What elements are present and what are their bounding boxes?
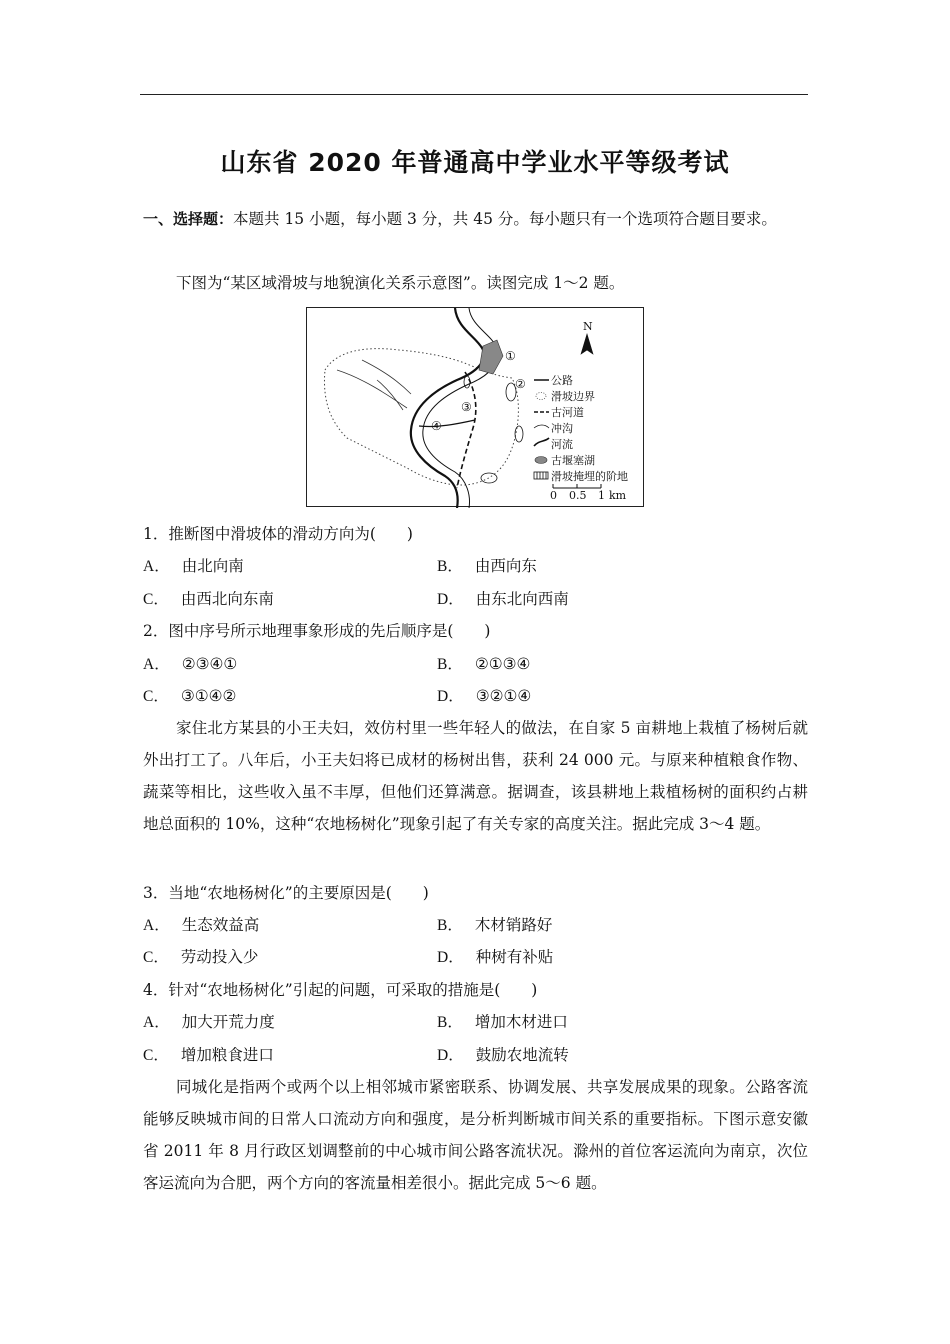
legend-gully: 冲沟 bbox=[551, 422, 573, 435]
scale-unit: km bbox=[609, 489, 627, 502]
landslide-map-svg bbox=[307, 308, 645, 508]
question-3-option-b bbox=[437, 909, 552, 942]
option-text: ③①④② bbox=[180, 687, 237, 705]
gully-3 bbox=[377, 380, 403, 410]
question-3-option-c bbox=[143, 941, 258, 974]
option-text: 鼓励农地流转 bbox=[475, 1046, 569, 1064]
option-letter: A． bbox=[143, 558, 170, 575]
option-letter: C． bbox=[143, 949, 169, 966]
option-text: 木材销路好 bbox=[474, 916, 553, 934]
question-4-option-c bbox=[143, 1039, 274, 1072]
legend-gully-symbol bbox=[534, 425, 549, 428]
header-rule bbox=[140, 94, 808, 95]
legend-lake: 古堰塞湖 bbox=[551, 454, 595, 467]
option-text: ②③④① bbox=[181, 655, 238, 673]
option-letter: D． bbox=[437, 688, 464, 705]
question-2-option-c bbox=[143, 680, 236, 713]
road bbox=[419, 420, 475, 427]
option-text: ②①③④ bbox=[474, 655, 531, 673]
section-instructions bbox=[143, 203, 808, 235]
question-3-option-a bbox=[143, 909, 259, 942]
option-text: 增加木材进口 bbox=[474, 1013, 568, 1031]
option-letter: D． bbox=[437, 591, 464, 608]
question-4-option-a bbox=[143, 1006, 275, 1039]
option-text: 劳动投入少 bbox=[180, 948, 259, 966]
option-letter: C． bbox=[143, 688, 169, 705]
option-letter: D． bbox=[437, 1047, 464, 1064]
option-text: 增加粮食进口 bbox=[180, 1046, 274, 1064]
question-1-option-a bbox=[143, 550, 244, 583]
question-2-stem: 2．图中序号所示地理事象形成的先后顺序是( ) bbox=[143, 622, 491, 640]
option-text: ③②①④ bbox=[475, 687, 532, 705]
map-intro: 下图为“某区域滑坡与地貌演化关系示意图”。读图完成 1～2 题。 bbox=[176, 274, 625, 292]
legend-terrace: 滑坡掩埋的阶地 bbox=[551, 470, 628, 483]
question-1-option-d bbox=[437, 583, 569, 616]
option-letter: A． bbox=[143, 917, 170, 934]
option-letter: B． bbox=[437, 558, 463, 575]
question-4-option-d bbox=[437, 1039, 569, 1072]
option-text: 生态效益高 bbox=[181, 916, 260, 934]
option-letter: A． bbox=[143, 1014, 170, 1031]
gully-1 bbox=[337, 370, 407, 408]
section-instructions-text: 本题共 15 小题，每小题 3 分，共 45 分。每小题只有一个选项符合题目要求。 bbox=[233, 210, 777, 228]
map-label-4: ④ bbox=[431, 419, 442, 433]
option-letter: B． bbox=[437, 1014, 463, 1031]
legend-lake-symbol bbox=[535, 457, 547, 464]
option-text: 加大开荒力度 bbox=[181, 1013, 275, 1031]
option-text: 由北向南 bbox=[181, 557, 244, 575]
map-label-3: ③ bbox=[461, 400, 472, 414]
map-label-2: ② bbox=[515, 377, 526, 391]
section-heading: 一、选择题： bbox=[143, 210, 234, 228]
landslide-map-figure bbox=[306, 307, 644, 507]
scale-label-0: 0 bbox=[550, 489, 557, 502]
option-text: 种树有补贴 bbox=[475, 948, 554, 966]
option-letter: D． bbox=[437, 949, 464, 966]
north-arrow-icon bbox=[581, 334, 593, 354]
question-1-option-b bbox=[437, 550, 537, 583]
river bbox=[411, 308, 484, 508]
legend-river-symbol bbox=[534, 438, 549, 446]
ancient-barrier-lake bbox=[479, 340, 503, 374]
ancient-river-channel bbox=[457, 372, 476, 488]
option-letter: B． bbox=[437, 656, 463, 673]
exam-title: 山东省 2020 年普通高中学业水平等级考试 bbox=[220, 148, 730, 177]
legend-road: 公路 bbox=[551, 374, 573, 387]
map-label-1: ① bbox=[505, 349, 516, 363]
question-2-option-d bbox=[437, 680, 531, 713]
option-text: 由东北向西南 bbox=[475, 590, 569, 608]
legend-boundary: 滑坡边界 bbox=[551, 390, 595, 403]
question-3-stem: 3．当地“农地杨树化”的主要原因是( ) bbox=[143, 884, 429, 902]
buried-terrace-3 bbox=[515, 426, 523, 442]
legend-boundary-symbol bbox=[536, 393, 546, 400]
legend-river: 河流 bbox=[551, 438, 573, 451]
buried-terrace-1 bbox=[464, 376, 470, 388]
option-text: 由西北向东南 bbox=[180, 590, 274, 608]
question-2-option-a bbox=[143, 648, 237, 681]
legend-channel: 古河道 bbox=[551, 406, 584, 419]
question-3-option-d bbox=[437, 941, 553, 974]
option-text: 由西向东 bbox=[474, 557, 537, 575]
question-1-stem: 1．推断图中滑坡体的滑动方向为( ) bbox=[143, 525, 413, 543]
question-1-option-c bbox=[143, 583, 274, 616]
question-2-option-b bbox=[437, 648, 530, 681]
passage-poplar: 家住北方某县的小王夫妇，效仿村里一些年轻人的做法，在自家 5 亩耕地上栽植了杨树后就外出打工了。八年后，小王夫妇将已成材的杨树出售，获利 24 000 元。与原来种植粮食作物、蔬菜等相比，这些收入虽不丰厚，但他们还算满意。据调查，该县耕地上栽植杨树的面积约占耕地总面积的 10%，这种“农地杨树化”现象引起了有关专家的高度关注。据此完成 3～4 题。 bbox=[143, 719, 808, 833]
question-4-option-b bbox=[437, 1006, 568, 1039]
question-4-stem: 4．针对“农地杨树化”引起的问题，可采取的措施是( ) bbox=[143, 981, 538, 999]
passage-urbanization: 同城化是指两个或两个以上相邻城市紧密联系、协调发展、共享发展成果的现象。公路客流能够反映城市间的日常人口流动方向和强度，是分析判断城市间关系的重要指标。下图示意安徽省 2011 年 8 月行政区划调整前的中心城市间公路客流状况。滁州的首位客运流向为南京，次位客运流向为合肥，两个方向的客流量相差很小。据此完成 5～6 题。 bbox=[143, 1078, 808, 1192]
scale-label-2: 1 bbox=[598, 489, 605, 502]
scale-label-1: 0.5 bbox=[569, 489, 587, 502]
option-letter: C． bbox=[143, 1047, 169, 1064]
option-letter: B． bbox=[437, 917, 463, 934]
north-label: N bbox=[583, 320, 593, 333]
option-letter: A． bbox=[143, 656, 170, 673]
option-letter: C． bbox=[143, 591, 169, 608]
buried-terrace-4 bbox=[481, 473, 497, 483]
